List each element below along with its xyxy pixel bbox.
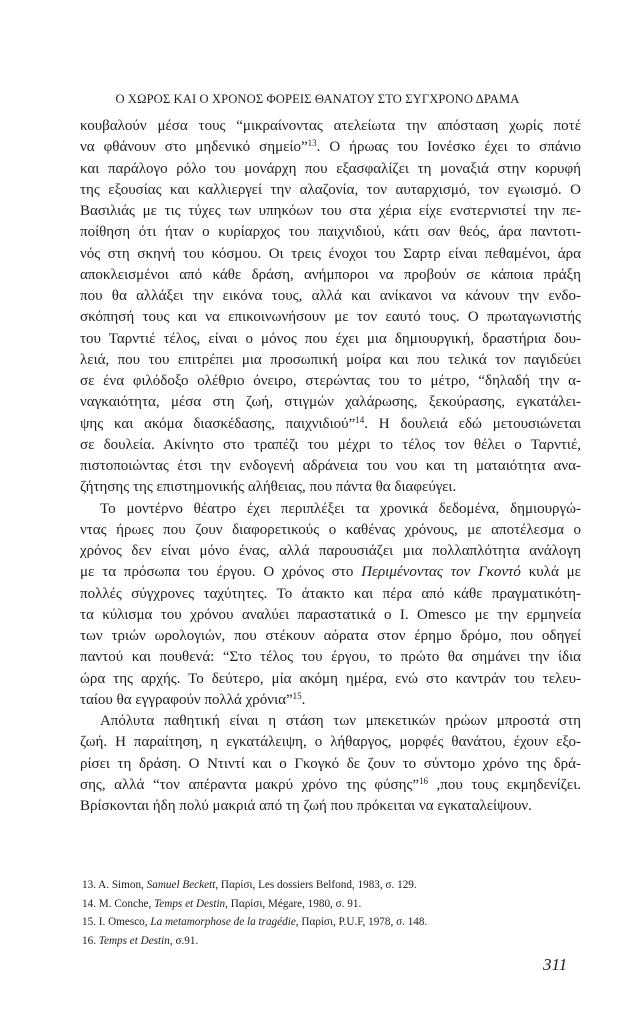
- text-run: ποίθηση ότι ήταν ο κυρίαρχος του παιχνιδιού, κάτι σαν θεός, άρα παντοτι-: [80, 224, 581, 241]
- text-run: Το μοντέρνο θέατρο έχει περιπλέξει τα χρονικά δεδομένα, δημιουργώ-: [100, 500, 581, 517]
- text-run: ώρα της αρχής. Το δεύτερο, μία ακόμη ημέρα, ενώ στο καντράν του τελευ-: [80, 670, 581, 687]
- text-run: ,που τους εκμηδενίζει.: [428, 776, 581, 793]
- footnote-reference: 16: [419, 775, 429, 786]
- text-run: και παράλογο ρόλο του μονάρχη που εξασφαλίζει τη μοναξιά στην κορυφή: [80, 160, 581, 177]
- text-run: να φθάνουν στο μηδενικό σημείο”: [80, 139, 308, 156]
- text-line: [80, 456, 581, 477]
- text-line: [80, 775, 581, 796]
- text-run: τα κύλισμα του χρόνου αναλύει παραστατικά ο Ι. Omesco με την ερμηνεία: [80, 606, 581, 623]
- text-line: [80, 307, 581, 328]
- footnote: [82, 895, 562, 914]
- text-run: σης, αλλά “τον απέραντα μακρύ χρόνο της φύσης”: [80, 776, 420, 793]
- paragraph: [80, 711, 581, 817]
- text-line: [80, 584, 581, 605]
- italic-title: Samuel Beckett: [146, 879, 216, 891]
- text-line: [80, 414, 581, 435]
- text-run: ψης και ακόμα διασκέδασης, παιχνιδιού”: [80, 415, 356, 432]
- text-run: της εξουσίας και καλλιεργεί την αλαζονία, τον αυταρχισμό, τον εγωισμό. Ο: [80, 181, 581, 198]
- italic-title: La metamorphose de la tragédie: [150, 916, 296, 929]
- text-run: . Η δουλειά εδώ μετουσιώνεται: [364, 415, 581, 432]
- text-run: σε ένα φιλόδοξο ολέθριο όνειρο, στερώντας του το μέτρο, “δηλαδή την α-: [80, 373, 581, 389]
- text-run: πολλές σύγχρονες ταχύτητες. Το άτακτο και πέρα από κάθε πραγματικότη-: [80, 585, 581, 602]
- text-line: [80, 690, 581, 711]
- text-line: [80, 371, 581, 392]
- italic-title: Temps et Destin: [98, 934, 170, 947]
- text-line: [80, 626, 581, 647]
- text-line: [80, 711, 581, 732]
- text-run: πιστοποιώντας έτσι την ενδογενή αδράνεια του νου και τη ματαιότητα ανα-: [80, 458, 581, 474]
- text-line: [80, 669, 581, 690]
- text-run: Βρίσκονται ήδη πολύ μακριά από τη ζωή που πρόκειται να εγκαταλείψουν.: [80, 798, 532, 814]
- text-run: Απόλυτα παθητική είναι η στάση των μπεκετικών ηρώων μπροστά στη: [100, 713, 581, 729]
- text-line: [80, 732, 581, 753]
- text-run: , Παρίσι, Mégare, 1980, σ. 91.: [225, 897, 362, 910]
- text-line: [80, 116, 581, 137]
- text-run: , Παρίσι, P.U.F, 1978, σ. 148.: [295, 916, 428, 929]
- text-run: ζωή. Η παραίτηση, η εγκατάλειψη, ο λήθαργος, μορφές θανάτου, έχουν εξο-: [80, 734, 581, 751]
- text-run: παντού και πουθενά: “Στο τέλος του έργου, το πρώτο θα σημάνει την ίδια: [80, 649, 581, 666]
- text-line: [80, 392, 581, 413]
- text-run: σκόπησή τους και να επικοινωνήσουν με τον εαυτό τους. Ο πρωταγωνιστής: [80, 309, 581, 326]
- text-run: που θα αλλάξει την εικόνα τους, αλλά και ανίκανοι να κάνουν την ενδο-: [80, 288, 581, 304]
- text-line: [80, 137, 581, 158]
- text-line: [80, 605, 581, 626]
- text-line: [80, 520, 581, 541]
- footnote: [82, 876, 562, 895]
- footnote: [82, 932, 562, 951]
- text-run: ζήτησης της επιστημονικής αλήθειας, που πάντα θα διαφεύγει.: [80, 479, 457, 496]
- text-run: 15. I. Omesco,: [82, 916, 151, 929]
- text-run: σε δουλεία. Ακίνητο στο τραπέζι του μέχρι το τέλος τον θέλει ο Ταρντιέ,: [80, 436, 581, 453]
- footnote-reference: 14: [355, 414, 365, 425]
- italic-title: Περιμένοντας τον Γκοντό: [361, 564, 521, 581]
- text-run: του Ταρντιέ τέλος, είναι ο μόνος που έχει μια δημιουργική, δραστήρια δου-: [80, 330, 581, 347]
- paragraph: [80, 116, 581, 499]
- text-run: ναγκαιότητα, μέσα στη ζωή, στιγμών χαλάρωσης, ξεκούρασης, εγκατάλει-: [80, 394, 581, 411]
- text-line: [80, 477, 581, 498]
- text-run: 16.: [82, 934, 99, 947]
- text-run: , Παρίσι, Les dossiers Belfond, 1983, σ. 129.: [215, 879, 417, 891]
- text-line: [80, 541, 581, 562]
- text-run: με τα πρόσωπα του έργου. Ο χρόνος στο: [80, 564, 362, 581]
- text-line: [80, 159, 581, 180]
- footnotes: [82, 876, 562, 950]
- text-run: . Ο ήρωας του Ιονέσκο έχει το σπάνιο: [316, 139, 581, 156]
- running-head: Ο ΧΩΡΟΣ ΚΑΙ Ο ΧΡΟΝΟΣ ΦΟΡΕΙΣ ΘΑΝΑΤΟΥ ΣΤΟ ΣΥΓΧΡΟΝΟ ΔΡΑΜΑ: [115, 92, 520, 106]
- text-run: 13. A. Simon,: [82, 879, 147, 891]
- text-run: κυλά με: [520, 564, 581, 581]
- footnote-reference: 15: [292, 690, 302, 701]
- text-run: κουβαλούν μέσα τους “μικραίνοντας ατελείωτα την απόσταση χωρίς ποτέ: [80, 118, 581, 134]
- text-line: [80, 201, 581, 222]
- text-line: [80, 796, 581, 817]
- text-run: 14. M. Conche,: [82, 897, 155, 910]
- text-run: Βασιλιάς με τις τύχες των υπηκόων του στα χέρια είχε ενστερνιστεί την πε-: [80, 203, 581, 219]
- text-run: , σ.91.: [169, 934, 199, 947]
- text-run: ρίσει τη δράση. Ο Ντιντί και ο Γκογκό δε ζουν το σύντομο χρόνο της δρά-: [80, 755, 581, 772]
- footnote: [82, 913, 562, 932]
- page-number: 311: [543, 955, 568, 974]
- text-run: ταίου θα εγγραφούν πολλά χρόνια”: [80, 691, 293, 708]
- text-run: αποκλεισμένοι από κάθε δράση, ανήμποροι να προβούν σε κάποια πράξη: [80, 266, 581, 283]
- text-run: των τριών ωρολογιών, που στέκουν αόρατα στον έρημο δρόμο, που οδηγεί: [80, 628, 581, 644]
- text-run: νός στη σκηνή του κόσμου. Οι τρεις ένοχοι του Σαρτρ είναι πεθαμένοι, άρα: [80, 245, 581, 262]
- text-line: [80, 754, 581, 775]
- text-line: [80, 350, 581, 371]
- text-line: [80, 244, 581, 265]
- text-run: χρόνος δεν είναι μόνο ένας, αλλά παρουσιάζει μια πολλαπλότητα ανάλογη: [80, 543, 581, 559]
- body-text: [80, 116, 581, 817]
- text-line: [80, 499, 581, 520]
- text-line: [80, 647, 581, 668]
- footnote-reference: 13: [307, 138, 317, 149]
- text-run: ντας ήρωες που ζουν διαφορετικούς ο καθένας χρόνους, με αποτέλεσμα ο: [80, 521, 581, 538]
- text-line: [80, 329, 581, 350]
- text-line: [80, 180, 581, 201]
- text-line: [80, 562, 581, 583]
- text-run: λειά, που του επιτρέπει μια προσωπική μοίρα και που τελικά τον παγιδεύει: [80, 351, 581, 368]
- italic-title: Temps et Destin: [154, 897, 226, 910]
- text-line: [80, 265, 581, 286]
- text-line: [80, 286, 581, 307]
- text-run: .: [301, 691, 306, 708]
- text-line: [80, 435, 581, 456]
- text-line: [80, 222, 581, 243]
- paragraph: [80, 499, 581, 712]
